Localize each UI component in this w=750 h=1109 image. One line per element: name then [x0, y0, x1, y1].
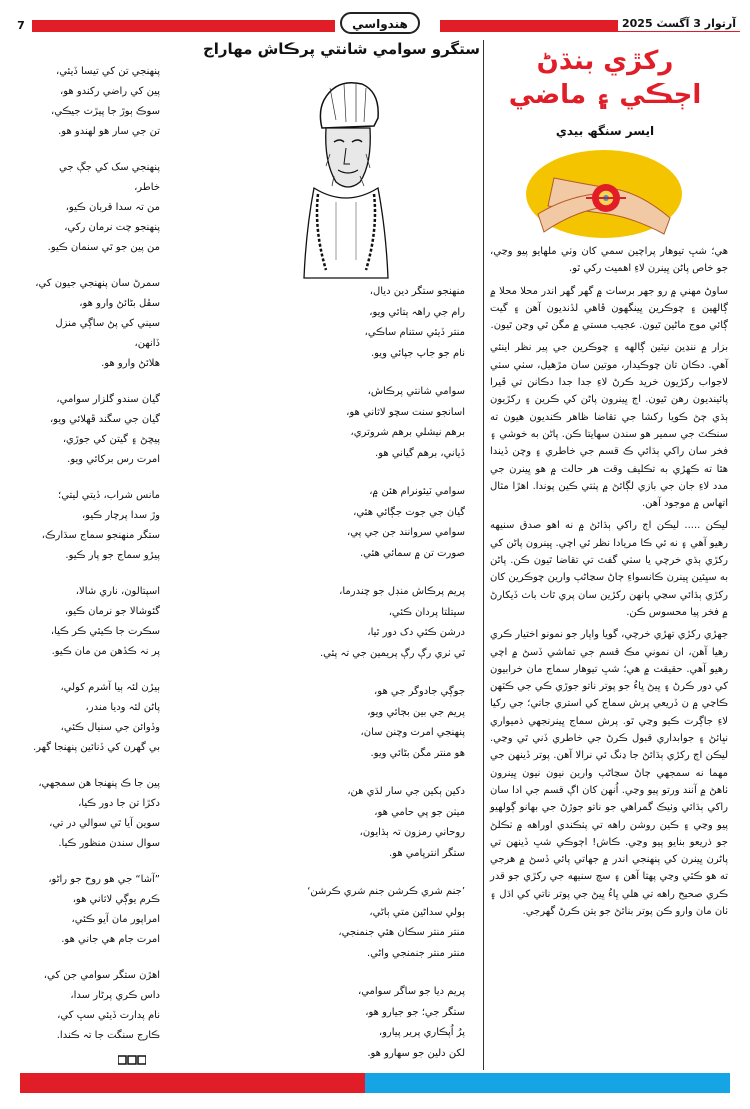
article-body	[490, 243, 728, 925]
verse-line: برهم نيشلي برهم شروتري،	[350, 427, 465, 438]
verse-line: سيتلتا پردان ڪئي،	[388, 606, 465, 618]
verse-line: سمرڻ سان پنهنجي جيون کي،	[35, 278, 160, 289]
footer-bar-blue	[365, 1073, 730, 1093]
verse-line: سوڪ ٻوڙ جا پيڙت جيڪي،	[51, 106, 160, 117]
page-header	[10, 12, 740, 32]
verse-line: پيڇڻ ۽ گيتن کي جوڙي،	[62, 434, 160, 445]
verse-line: دکين ٻکين جي سار لڌي هن،	[347, 786, 465, 797]
rakhi-illustration	[524, 148, 684, 240]
verse-line: سوال سندن منظور ڪيا.	[58, 838, 160, 849]
article-title-line1: رکڙي بنڌڻ	[536, 46, 674, 76]
verse-line: پين جا ڪ پنهنجا هن سمجهي،	[38, 778, 160, 789]
verse-line: ستگر انترپامي هو.	[388, 847, 465, 859]
verse-line: سوامي ٽيئونرام هئن ۾،	[369, 486, 465, 497]
article-paragraph: بزار ۾ ننڍين نيٽين ڳالهه ۽ چوڪرين جي پير نظر اينئي آهي. دڪان تان چوڪيدار، موتين سان مڙهيل، سٺي سٺي لاجواب رکڙيون خريد ڪرڻ لاءِ جدا جدا دڪانن تي ڦيرا پائينديون رهن ٿيون. اڄ ڀينرون پاڻن کي ڪرين ۽ رکڙيون ٻڌي ڄڻ ڪويا رکشا جي تقاضا ظاهر ڪنديون هيون ته سنڪٽ جي سمير هو سندن سهايتا ڪن. پاڻن به خوشي ۽ فخر سان راکي ٻڌائي ڪ قسم جي خاطري ۽ وچن ڏيندا هئا ته ڪهڙي به تڪليف وقت هر حالت ۾ هو ڀينرن جي مدد لاءِ جان جي بازي لڳائڻ ۾ پٺتي ڪين پوندا. اهڙا مثال اتهاس ۾ موجود آهن.	[490, 342, 728, 510]
header-bar-left	[10, 20, 335, 32]
newspaper-logo: هندواسي	[340, 12, 420, 34]
verse-line: پريم ديا جو ساگر سوامي،	[357, 986, 465, 997]
verse-line: گيان جي جوت جڳائي هئي،	[353, 506, 465, 518]
verse-line: بي گهرن کي ڏنائين پنهنجا گهر.	[32, 742, 160, 753]
verse-line: منهنجو ستگر دين ديال،	[369, 286, 465, 297]
verse-line: رام جي راهہ ٻتائي ويو،	[369, 306, 465, 318]
left-stanza	[30, 158, 160, 258]
verse-line: هو منتر مگن بڻائي ويو.	[370, 747, 465, 759]
verse-line: امرت رس برکائي ويو.	[67, 454, 160, 465]
verse-line: صورت تن ۾ سمائي هئي.	[360, 547, 465, 559]
verse-line: سڦل بڻائڻ وارو هو،	[79, 298, 160, 309]
verse-line: ستگر منهنجو سماج سڌارڪ،	[41, 530, 160, 541]
verse-line: پريم پرڪاش منڊل جو چندرما،	[339, 586, 465, 597]
verse-line: تن جي سار هو لهندو هو.	[58, 126, 160, 137]
middle-stanza	[240, 882, 465, 964]
verse-line: جوڳي جادوگر جي هو،	[374, 686, 465, 697]
verse-line: پرُ اُپڪاري پرير پيارو،	[378, 1027, 465, 1038]
article-paragraph: ليڪن ..... ليڪن اڄ راکي ٻڌائڻ ۾ نه اهو صدق سنيهه رهيو آهي ۽ نه ئي ڪا مريادا نظر ٿي اچي. ڀينرون پاڻن کي رکڙي ٻڌي خرچي يا سٺي گفٽ تي تقاضا ٿيون ڪن. پاڻن به سڀئين ڀينرن ڪانسواءِ ڄاڻ سڃاڻپ وارين چوڪرين کان رکڙي ٻڌائي سڃي ٻانهن رکڙين سان پري ٿاٺ باٺ ڏيکارڻ ۾ فخر پيا محسوس ڪن.	[490, 520, 728, 618]
verse-line: سڪرت جا ڪيئي ڪر ڪيا،	[50, 626, 160, 637]
verse-line: لکن دلين جو سهارو هو.	[367, 1047, 465, 1059]
middle-stanza	[240, 982, 465, 1064]
verse-line: پنهنجي سک کي جڳ جي خاطر،	[58, 162, 160, 193]
poem-title: ستگرو سوامي شانتي پرڪاش مهاراج	[202, 40, 480, 58]
verse-line: منتر ڏيئي ستنام ساڪي،	[364, 327, 465, 338]
middle-poem-column	[240, 282, 465, 1082]
verse-line: ٻولي سداڻين متي ٻاڻي،	[369, 906, 465, 918]
verse-line: درشن ڪئي دک دور ٿيا،	[367, 627, 465, 638]
article-paragraph: هي؛ شڀ تيوهار پراچين سمي کان وٺي ملهايو پيو وڃي، جو خاص پاڻن ڀينرن لاءِ اهميت رکي ٿو.	[490, 246, 728, 275]
verse-line: اسپتالون، ناري شالا،	[75, 586, 160, 597]
left-stanza	[30, 966, 160, 1046]
verse-line: من تہ سدا قربان ڪيو،	[65, 202, 160, 213]
left-stanza	[30, 870, 160, 950]
verse-line: پنهنجو چت نرمان رکي،	[64, 222, 160, 233]
footer-bar-red	[20, 1073, 365, 1093]
left-stanza	[30, 274, 160, 374]
verse-line: امرت جام هي جاني هو.	[61, 934, 160, 945]
middle-stanza	[240, 682, 465, 764]
verse-line: دکڙا تن جا دور ڪيا،	[78, 798, 160, 809]
left-poem-column	[30, 62, 160, 1062]
verse-line: پاڻن لئہ وديا مندر،	[85, 702, 160, 713]
middle-stanza	[240, 282, 465, 364]
issue-date: آرتوار 3 آگسٽ 2025	[618, 16, 740, 31]
verse-line: نام جو جاپ جپائي ويو.	[370, 347, 465, 359]
middle-stanza	[240, 782, 465, 864]
verse-line: منتر منتر جنمنجي واڻي.	[366, 947, 465, 959]
verse-line: سيني کي پڻ ساڳي منزل ڏانهن،	[55, 318, 160, 349]
left-stanza	[30, 486, 160, 566]
left-stanza	[30, 774, 160, 854]
verse-line: روحاني رمزون تہ ٻڌايون،	[359, 827, 465, 838]
verse-line: گيان جي سگند ڦهلائي ويو،	[49, 414, 160, 425]
verse-line: امراپور مان آيو ڪئي،	[71, 914, 160, 925]
left-stanza	[30, 390, 160, 470]
left-stanza	[30, 582, 160, 662]
middle-stanza	[240, 382, 465, 464]
verse-line: ٻيڙن لئہ ٻيا آشرم کولي،	[60, 682, 160, 693]
left-stanza	[30, 678, 160, 758]
verse-line: پريم جي بين بڄائي ويو،	[367, 706, 465, 718]
verse-line: گئوشالا جو نرمان ڪيو،	[64, 606, 160, 617]
page-footer	[20, 1073, 730, 1093]
verse-line: پنهنجي تن کي تيسا ڏيئي،	[55, 66, 160, 77]
end-mark-icon	[118, 1054, 146, 1066]
verse-line: منتر منتر سڪان هئي جنمنجي،	[338, 927, 465, 938]
verse-line: اسانجو سنت سچو لاثاني هو،	[346, 406, 465, 418]
swami-portrait	[296, 70, 396, 280]
verse-line: من پين جو ٿي سنمان ڪيو.	[47, 242, 160, 253]
verse-line: پيڙو سماج جو پار ڪيو.	[65, 550, 160, 561]
middle-stanza	[240, 582, 465, 664]
verse-line: سوامي شانتي پرڪاش،	[367, 386, 465, 397]
verse-line: مانس شراب، ڏيتي ليتي؛	[58, 490, 160, 501]
verse-line: ’جنم شري ڪرشن جنم شري ڪرشن‘	[307, 886, 465, 897]
verse-line: پنهنجي امرت وچنن سان،	[360, 727, 465, 738]
verse-line: وڙ سدا پرچار ڪيو،	[81, 510, 160, 521]
verse-line: نام پدارت ڏيئي سڀ کي،	[57, 1010, 160, 1021]
column-divider	[483, 40, 484, 1070]
verse-line: پر نہ ڪڏهن من مان ڪيو.	[51, 646, 160, 657]
middle-stanza	[240, 482, 465, 564]
article-author: ايسر سنگھ بيدي	[555, 124, 655, 138]
verse-line: سوين آيا ٿي سوالي در تي،	[49, 818, 160, 829]
verse-line: ستگر جي؛ جو جيارو هو،	[365, 1006, 465, 1018]
verse-line: پين کي راضي رکندو هو،	[59, 86, 160, 97]
verse-line: ڪارج سنگت جا تہ ڪندا.	[56, 1030, 160, 1041]
article-paragraph: جهڙي رکڙي تهڙي خرچي، گويا واپار جو نمونو اختيار ڪري رهيا آهن، ان نموني مڪ قسم جي تماشي ڏسڻ ۾ اچي رهيو آهي. حقيقت ۾ هي؛ شڀ تيوهار سماج مان خرابيون کي دور ڪرڻ ۽ ڀيڻ ڀاءُ جو پوتر ناتو جوڙي ڪي جي ڪٽهن ڪاڃي ۾ ن ڏريعي پرش سماج کي استري جاتي؛ جي رکيا لاءِ جاڳرت ڪيو وڃي ٿو. پرش سماج ڀينرنجهي ذميواري نڀائڻ ۽ جوابداري قبول ڪرڻ جي خاطري ڏني ٿي وڃي. ليڪن اڄ رکڙي ٻڌائڻ جا ڍنگ ئي نرالا آهن. پوتر ڏينهن جي مهما نه سمجهي ڄاڻ سڃاڻپ وارين نيون نيون ڀينرون ٺاهڻ ۾ آنند ورتو پيو وڃي. اُنهن کان اڳ قسم جي ادا سان راکي ٻڌائي وٺيڪ گمراهي جو ناتو جوڙڻ جي بهانو ڳولهيو پيو وڃي ۽ ڪين روشن راهه تي پٺڪندي اوراهه ۾ ٺڪلڻ جو ذريعو بنايو پيو وڃي. ڪاش! اڄوڪي شڀ ڏينهن تي پاڻرن ڀينرن کي پنهنجي اندر ۾ جهاتي پائي ڏسڻ ۾ هرجي ته هو ڪٿي وڃي پهتا آهن ۽ سڄ سنيهه جي رکڙي جو قدر ڪري صحيح راهه تي هلي ڀاءُ ڀيڻ جي پوتر ناتي کي اڌل ۽ ٺان مان وارو ڪن پوتر بنائڻ جو يتن ڪرڻ گهرجي.	[490, 629, 728, 917]
verse-line: اهڙن ستگر سوامي جن کي،	[43, 970, 160, 981]
verse-line: هلائڻ وارو هو.	[101, 358, 160, 369]
verse-line: ڏياني، برهم گياني هو.	[375, 447, 465, 459]
verse-line: ٿي ٺري رڳ رڳ پريمين جي تہ پئي.	[319, 647, 465, 659]
page-number: 7	[10, 19, 32, 33]
verse-line: داس ڪري پرڻار سدا،	[70, 990, 160, 1001]
verse-line: گيان سندو گلزار سوامي،	[56, 394, 160, 405]
left-stanza	[30, 62, 160, 142]
verse-line: ڪرم يوڳي لاثاني هو،	[72, 894, 160, 905]
verse-line: سوامي سروانند جن جي پي،	[347, 527, 465, 538]
article-paragraph: ساوڻ مهني ۾ رو جهر برسات ۾ گهر گهر اندر محلا محلا ۾ ڳالهين ۽ چوڪرين ڀينگهون ڦاهي لڏنديون آهن ۽ گيت ڳائي موج ماڻين ٿيون. عجيب مستي ۾ مگن ٿي وڃن ٿيون.	[490, 285, 728, 332]
article-title-line2: اڄڪي ۽ ماضي	[508, 80, 702, 110]
verse-line: ”آشا“ جي هو روح جو راڻو،	[48, 874, 160, 885]
verse-line: وڏوائن جي سنيال ڪئي،	[60, 722, 160, 733]
verse-line: ميٺن جو پي حامي هو،	[374, 806, 465, 818]
